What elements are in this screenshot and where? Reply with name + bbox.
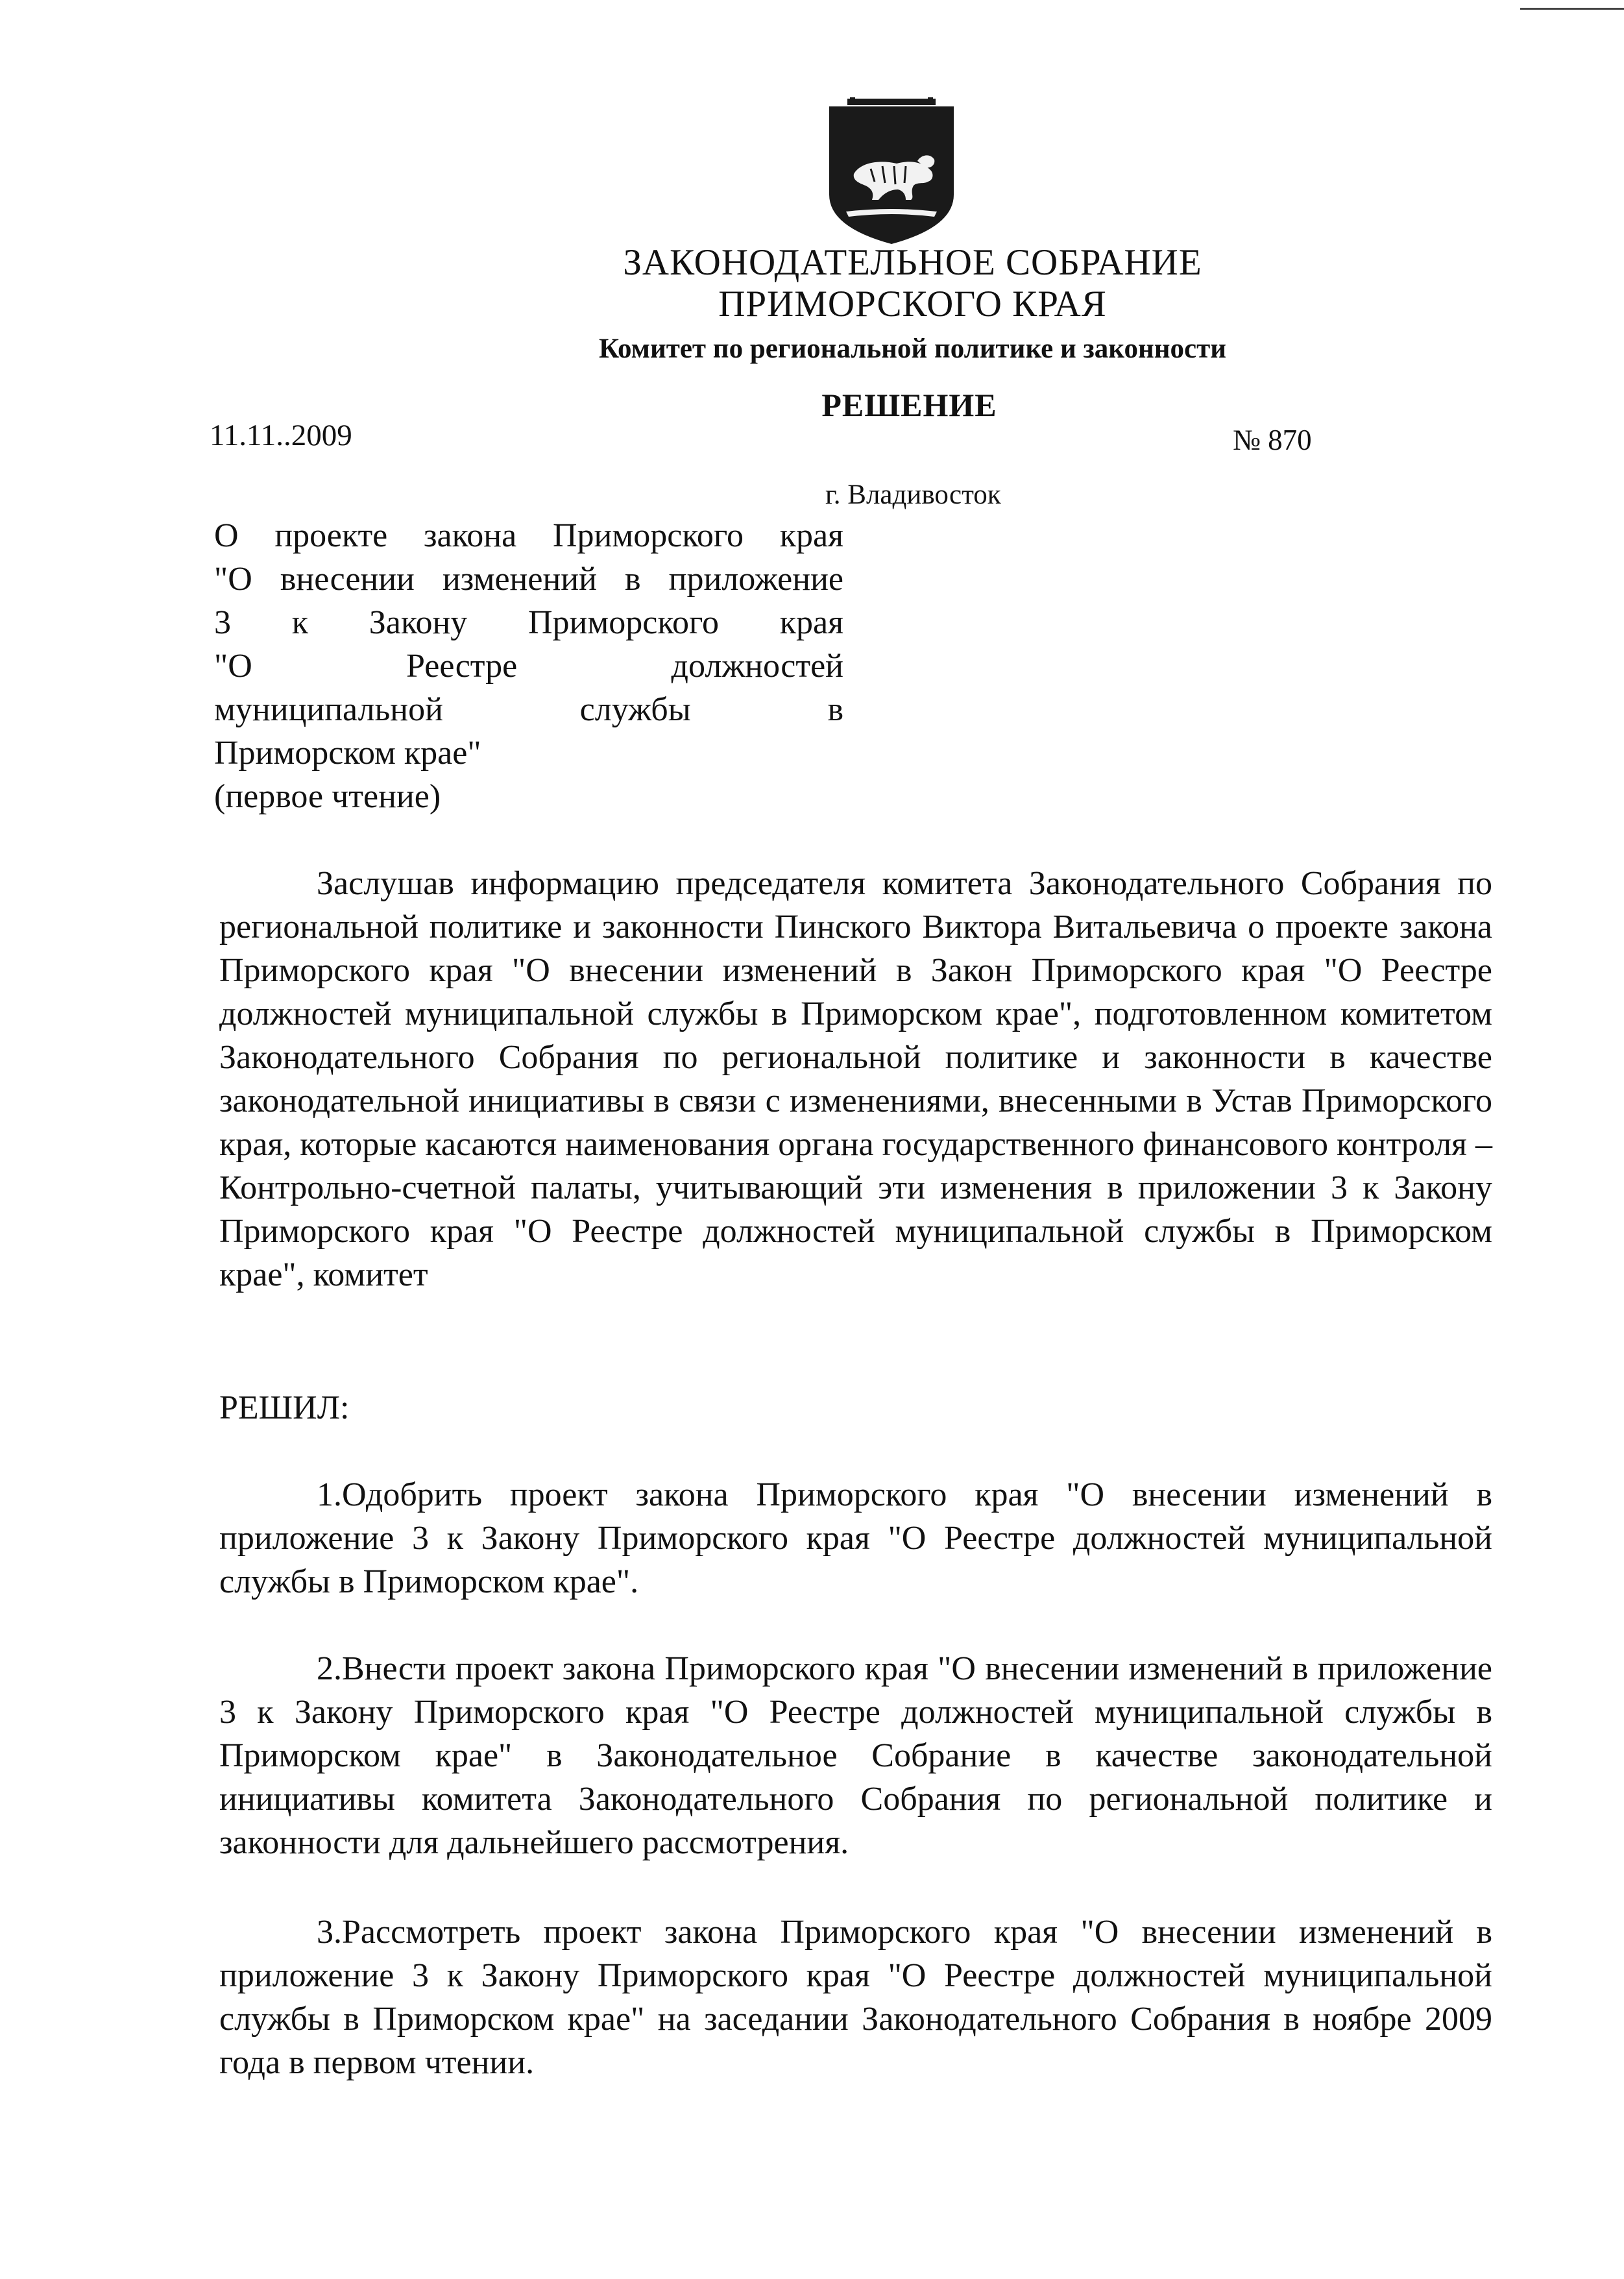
document-date: 11.11..2009 [210,419,352,452]
scan-edge-line [1520,8,1624,10]
subject-line: "О внесении изменений в приложение [214,561,843,598]
organization-name-line2: ПРИМОРСКОГО КРАЯ [718,284,1107,324]
subject-line: О проекте закона Приморского края [214,517,843,554]
document-number: № 870 [1233,424,1312,456]
decision-item-2: 2.Внести проект закона Приморского края "О внесении изменений в приложение 3 к Закону Приморского края "О Реестре должностей муниципальной службы в Приморском крае" в Законодательное Собрание в качестве законодательной инициативы комитета Законодательного Собрания по региональной политике и законности для дальнейшего рассмотрения. [219,1650,1492,1861]
organization-name-line1: ЗАКОНОДАТЕЛЬНОЕ СОБРАНИЕ [623,242,1202,283]
document-city: г. Владивосток [825,480,1001,510]
decision-item-1: 1.Одобрить проект закона Приморского края "О внесении изменений в приложение 3 к Закону Приморского края "О Реестре должностей муниципальной службы в Приморском крае". [219,1476,1492,1600]
coat-of-arms-emblem-icon [820,97,963,248]
resolved-label: РЕШИЛ: [219,1389,350,1426]
document-subject [214,514,843,818]
subject-line: муниципальной службы в [214,691,843,728]
decision-item-3: 3.Рассмотреть проект закона Приморского края "О внесении изменений в приложение 3 к Закону Приморского края "О Реестре должностей муниципальной службы в Приморском крае" на заседании Законодательного Собрания в ноябре 2009 года в первом чтении. [219,1914,1492,2081]
document-type-title: РЕШЕНИЕ [821,387,997,423]
committee-name: Комитет по региональной политике и законности [598,334,1227,364]
preamble-paragraph: Заслушав информацию председателя комитета Законодательного Собрания по региональной политике и законности Пинского Виктора Витальевича о проекте закона Приморского края "О внесении изменений в Закон Приморского края "О Реестре должностей муниципальной службы в Приморском крае", подготовленном комитетом Законодательного Собрания по региональной политике и законности в качестве законодательной инициативы в связи с изменениями, внесенными в Устав Приморского края, которые касаются наименования органа государственного финансового контроля – Контрольно-счетной палаты, учитывающий эти изменения в приложении 3 к Закону Приморского края "О Реестре должностей муниципальной службы в Приморском крае", комитет [219,865,1492,1293]
subject-line: (первое чтение) [214,778,441,815]
subject-line: "О Реестре должностей [214,648,843,685]
subject-line: 3 к Закону Приморского края [214,604,843,641]
subject-line: Приморском крае" [214,735,481,772]
